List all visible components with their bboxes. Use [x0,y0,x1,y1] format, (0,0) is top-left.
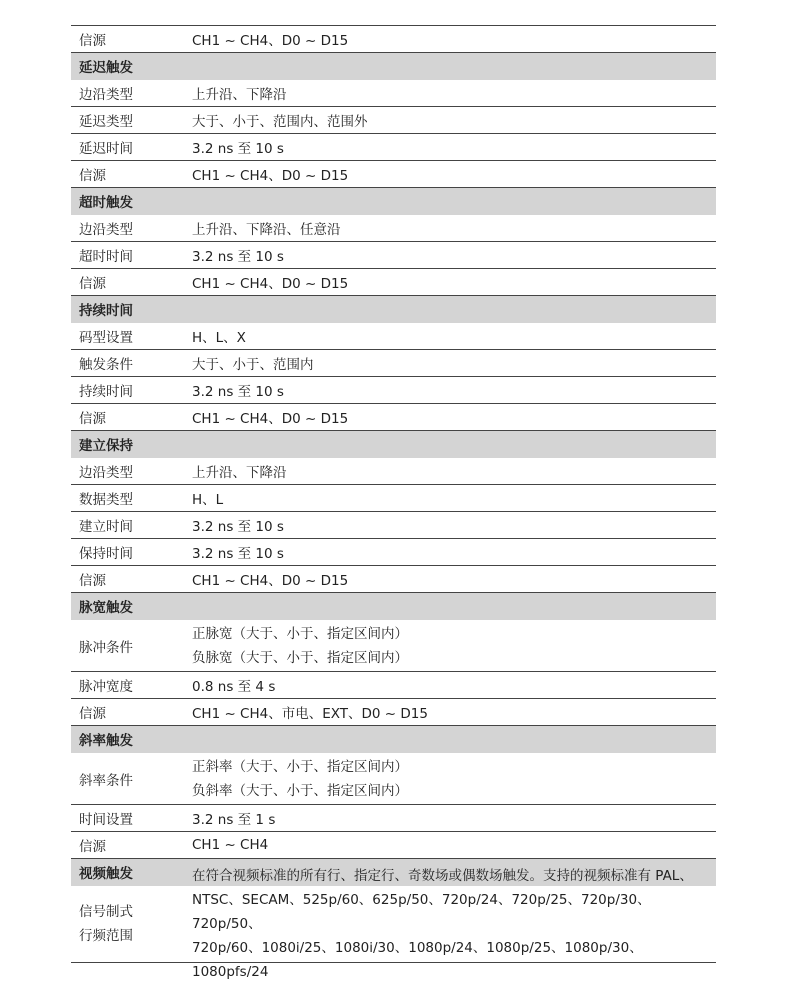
row-label: 持续时间 [79,384,133,400]
table-row [71,161,716,188]
row-label: 信源 [79,33,106,49]
row-value: CH1 ~ CH4、D0 ~ D15 [192,33,349,49]
row-value: CH1 ~ CH4、D0 ~ D15 [192,168,349,184]
table-row [71,699,716,726]
row-label: 数据类型 [79,492,133,508]
table-row [71,485,716,512]
section-header [71,593,716,620]
row-label: 延迟类型 [79,114,133,130]
row-label: 信源 [79,706,106,722]
row-label: 码型设置 [79,330,133,346]
table-row [71,832,716,859]
section-title: 持续时间 [79,303,133,319]
section-header [71,188,716,215]
row-label: 边沿类型 [79,465,133,481]
row-label: 建立时间 [79,519,133,535]
row-value: 3.2 ns 至 1 s [192,812,276,828]
section-title: 超时触发 [79,195,133,211]
row-label: 脉冲宽度 [79,679,133,695]
row-value [192,622,716,670]
row-value-line: 正斜率（大于、小于、指定区间内） [192,758,408,775]
row-label-line: 信号制式 [79,904,133,920]
row-label: 超时时间 [79,249,133,265]
section-title: 脉宽触发 [79,600,133,616]
section-title: 建立保持 [79,438,133,454]
table-row [71,26,716,53]
table-row [71,512,716,539]
row-label: 信源 [79,411,106,427]
row-value: H、L、X [192,330,246,346]
row-label: 信源 [79,839,106,855]
row-label-line: 行频范围 [79,928,133,944]
row-label: 触发条件 [79,357,133,373]
table-row [71,805,716,832]
row-label: 斜率条件 [79,772,133,789]
row-label: 边沿类型 [79,87,133,103]
row-value-line: 在符合视频标准的所有行、指定行、奇数场或偶数场触发。支持的视频标准有 PAL、 [192,868,693,884]
table-row [71,620,716,672]
row-value: 3.2 ns 至 10 s [192,141,284,157]
table-row [71,242,716,269]
table-row [71,350,716,377]
section-header [71,296,716,323]
row-value-line: 720p/60、1080i/25、1080i/30、1080p/24、1080p/25、1080p/30、1080pfs/24 [192,940,643,980]
section-header [71,53,716,80]
row-label: 脉冲条件 [79,639,133,656]
row-label: 时间设置 [79,812,133,828]
table-row [71,458,716,485]
row-value-line: 负斜率（大于、小于、指定区间内） [192,782,408,799]
section-header [71,726,716,753]
section-title: 斜率触发 [79,733,133,749]
table-row [71,215,716,242]
row-label: 信源 [79,276,106,292]
section-title: 延迟触发 [79,60,133,76]
row-value-line: 负脉宽（大于、小于、指定区间内） [192,649,408,666]
row-value: 大于、小于、范围内 [192,357,314,373]
row-value-line: 正脉宽（大于、小于、指定区间内） [192,625,408,642]
row-value: 0.8 ns 至 4 s [192,679,276,695]
table-row [71,80,716,107]
row-label: 延迟时间 [79,141,133,157]
row-value: H、L [192,492,224,508]
table-row [71,753,716,805]
row-value: CH1 ~ CH4、D0 ~ D15 [192,411,349,427]
table-row [71,539,716,566]
row-value: CH1 ~ CH4、D0 ~ D15 [192,276,349,292]
section-header [71,431,716,458]
row-value: 3.2 ns 至 10 s [192,249,284,265]
row-value: 3.2 ns 至 10 s [192,384,284,400]
table-row [71,377,716,404]
table-row [71,323,716,350]
row-label: 信源 [79,573,106,589]
row-value: 上升沿、下降沿、任意沿 [192,222,341,238]
section-title: 视频触发 [79,866,133,882]
row-value: CH1 ~ CH4 [192,837,269,853]
row-value [192,864,716,984]
row-value [192,755,716,803]
table-row [71,134,716,161]
row-value: 上升沿、下降沿 [192,465,287,481]
row-label: 边沿类型 [79,222,133,238]
table-row [71,566,716,593]
row-value: 上升沿、下降沿 [192,87,287,103]
row-label [71,900,192,948]
row-value: 大于、小于、范围内、范围外 [192,114,368,130]
row-label: 保持时间 [79,546,133,562]
spec-table [71,25,716,980]
table-row [71,107,716,134]
row-value: CH1 ~ CH4、D0 ~ D15 [192,573,349,589]
table-row [71,269,716,296]
table-row [71,404,716,431]
row-value: CH1 ~ CH4、市电、EXT、D0 ~ D15 [192,706,428,722]
row-label: 信源 [79,168,106,184]
table-row [71,672,716,699]
row-value: 3.2 ns 至 10 s [192,519,284,535]
row-value: 3.2 ns 至 10 s [192,546,284,562]
row-value-line: NTSC、SECAM、525p/60、625p/50、720p/24、720p/25、720p/30、720p/50、 [192,892,651,932]
